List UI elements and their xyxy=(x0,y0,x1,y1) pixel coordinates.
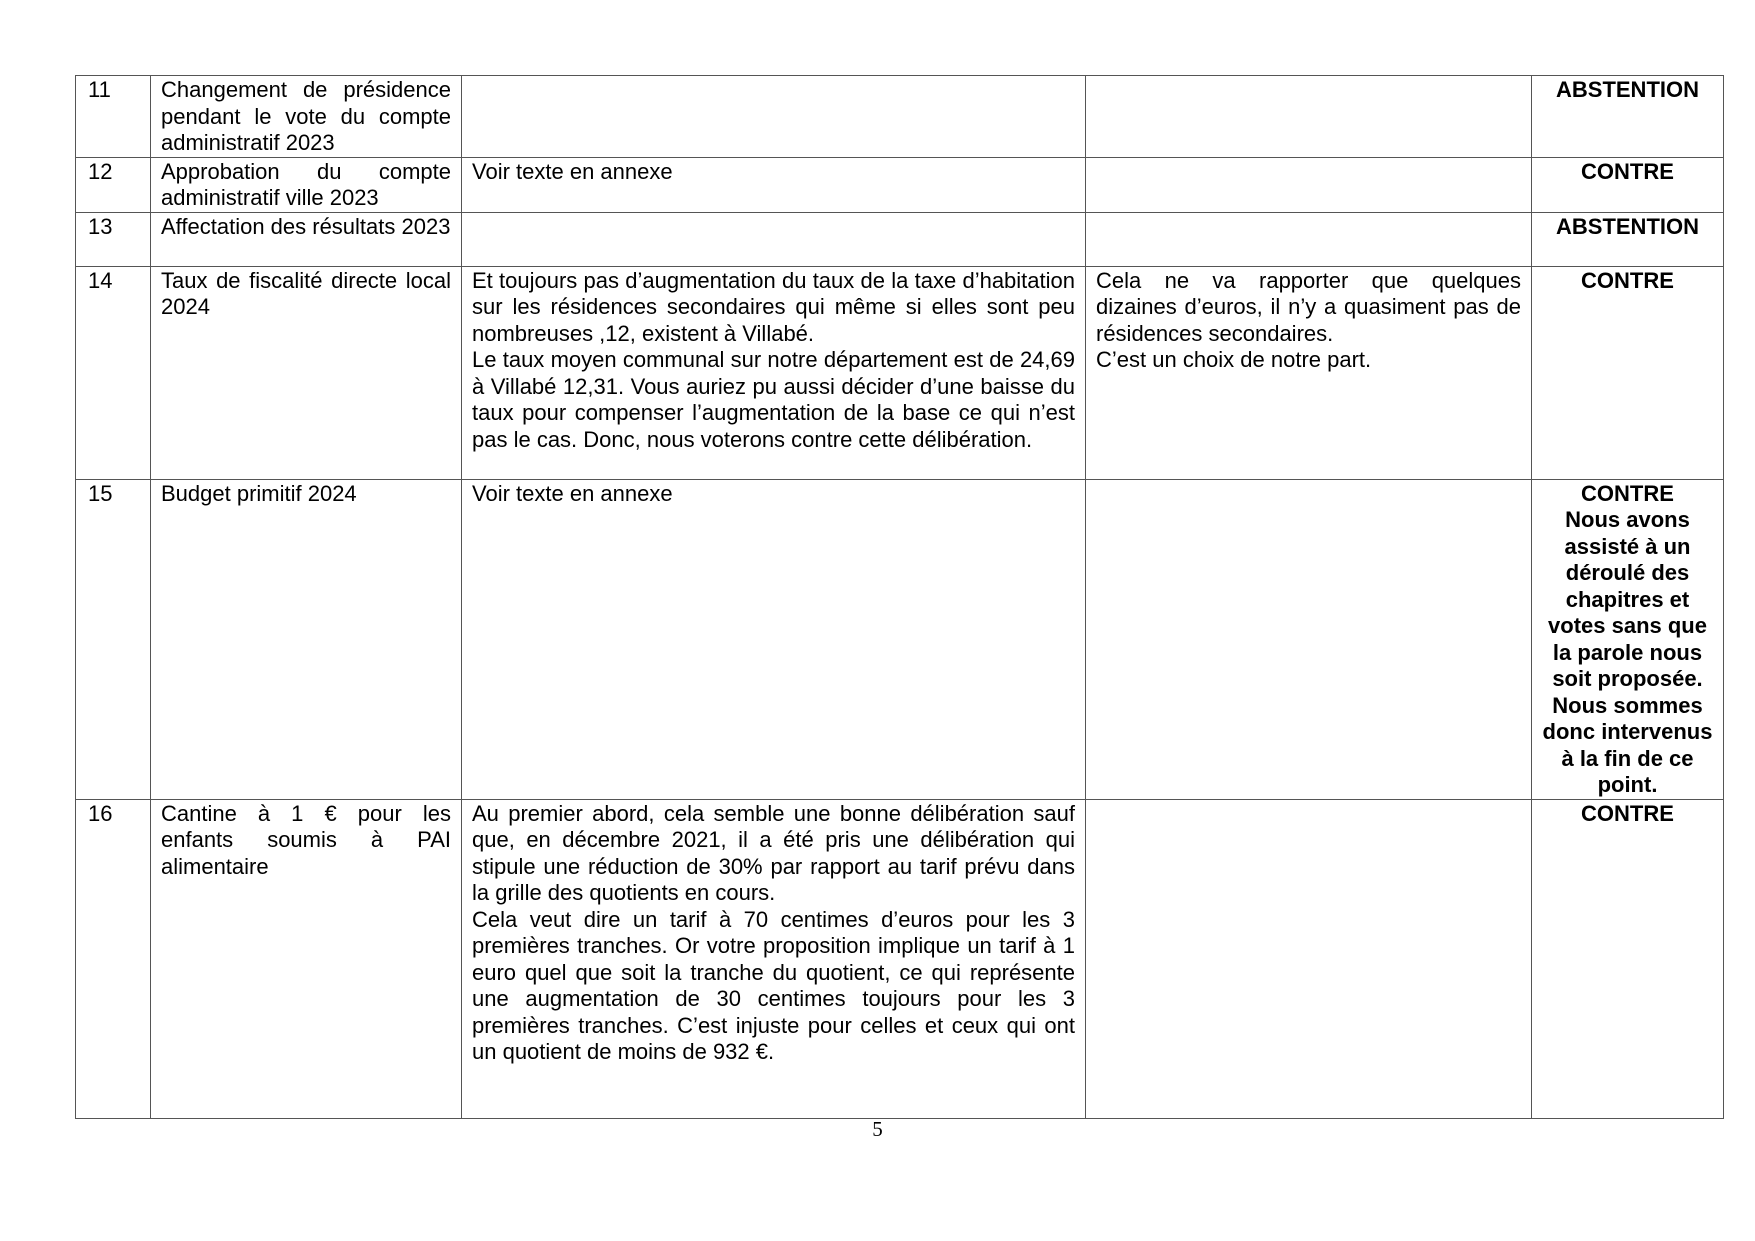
row-vote: CONTRE xyxy=(1532,799,1724,1118)
row-text-paragraph: Le taux moyen communal sur notre département est de 24,69 à Villabé 12,31. Vous auriez pu aussi décider d’une baisse du taux pour compenser l’augmentation de la base ce qui n’est pas le cas. Donc, nous voterons contre cette délibération. xyxy=(472,347,1075,452)
page-number: 5 xyxy=(872,1117,883,1141)
row-text xyxy=(462,479,1086,799)
row-reply xyxy=(1086,479,1532,799)
table-row xyxy=(76,212,1724,266)
row-vote-note: Nous avons assisté à un déroulé des chapitres et votes sans que la parole nous soit proposée. Nous sommes donc intervenus à la fin de ce point. xyxy=(1542,507,1713,797)
row-reply xyxy=(1086,157,1532,212)
row-text-paragraph: Et toujours pas d’augmentation du taux de la taxe d’habitation sur les résidences secondaires qui même si elles sont peu nombreuses ,12, existent à Villabé. xyxy=(472,267,1075,346)
row-vote: CONTRE xyxy=(1581,480,1674,506)
row-text xyxy=(462,157,1086,212)
table-row xyxy=(76,799,1724,1118)
row-subject: Approbation du compte administratif ville 2023 xyxy=(151,157,462,212)
row-reply xyxy=(1086,212,1532,266)
row-subject: Cantine à 1 € pour les enfants soumis à PAI alimentaire xyxy=(151,799,462,1118)
row-text xyxy=(462,799,1086,1118)
row-reply-paragraph: Cela ne va rapporter que quelques dizaines d’euros, il n’y a quasiment pas de résidences secondaires. xyxy=(1096,267,1521,346)
row-reply xyxy=(1086,266,1532,479)
row-subject: Changement de présidence pendant le vote du compte administratif 2023 xyxy=(151,76,462,158)
row-vote: CONTRE xyxy=(1532,266,1724,479)
row-text xyxy=(462,266,1086,479)
row-text-paragraph: Au premier abord, cela semble une bonne délibération sauf que, en décembre 2021, il a été pris une délibération qui stipule une réduction de 30% par rapport au tarif prévu dans la grille des quotients en cours. xyxy=(472,800,1075,905)
table-row xyxy=(76,157,1724,212)
row-vote: ABSTENTION xyxy=(1532,212,1724,266)
row-reply-paragraph: C’est un choix de notre part. xyxy=(1096,347,1372,372)
row-subject: Budget primitif 2024 xyxy=(151,479,462,799)
row-number: 13 xyxy=(76,212,151,266)
row-subject: Affectation des résultats 2023 xyxy=(151,212,462,266)
table-row xyxy=(76,266,1724,479)
council-minutes-table xyxy=(75,75,1724,1119)
row-vote-cell xyxy=(1532,479,1724,799)
row-vote: ABSTENTION xyxy=(1532,76,1724,158)
row-number: 14 xyxy=(76,266,151,479)
row-reply xyxy=(1086,76,1532,158)
row-text-paragraph: Voir texte en annexe xyxy=(472,158,673,184)
row-vote: CONTRE xyxy=(1532,157,1724,212)
row-number: 12 xyxy=(76,157,151,212)
table-row xyxy=(76,76,1724,158)
row-number: 15 xyxy=(76,479,151,799)
row-text xyxy=(462,212,1086,266)
row-number: 11 xyxy=(76,76,151,158)
row-subject: Taux de fiscalité directe local 2024 xyxy=(151,266,462,479)
table-row xyxy=(76,479,1724,799)
row-text xyxy=(462,76,1086,158)
row-reply xyxy=(1086,799,1532,1118)
row-text-paragraph: Cela veut dire un tarif à 70 centimes d’euros pour les 3 premières tranches. Or votre proposition implique un tarif à 1 euro quel que soit la tranche du quotient, ce qui représente une augmentation de 30 centimes toujours pour les 3 premières tranches. C’est injuste pour celles et ceux qui ont un quotient de moins de 932 €. xyxy=(472,906,1075,1064)
row-number: 16 xyxy=(76,799,151,1118)
row-text-paragraph: Voir texte en annexe xyxy=(472,480,673,506)
